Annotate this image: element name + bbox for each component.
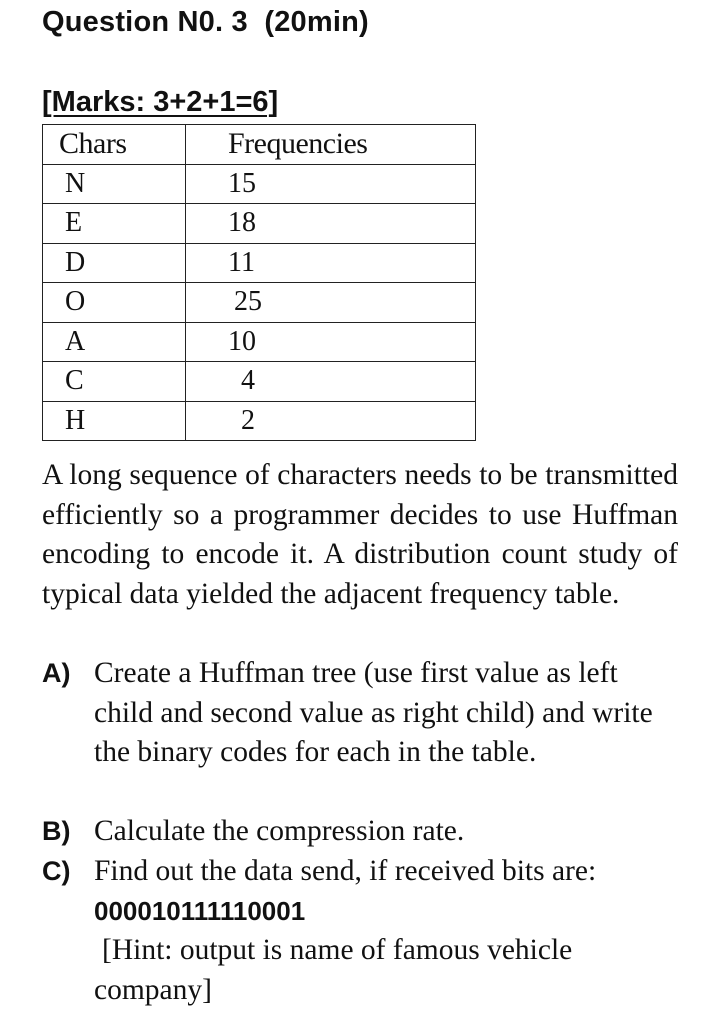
freq-cell: 25	[186, 283, 476, 323]
char-cell: H	[43, 401, 186, 441]
part-a	[42, 654, 672, 773]
freq-cell: 11	[186, 243, 476, 283]
part-c-text: Find out the data send, if received bits are:	[94, 855, 597, 887]
freq-cell: 10	[186, 322, 476, 362]
part-c-letter: C)	[42, 856, 71, 886]
freq-cell: 15	[186, 164, 476, 204]
char-cell: N	[43, 164, 186, 204]
part-a-letter: A)	[42, 658, 71, 688]
table-row	[43, 164, 476, 204]
table-row	[43, 283, 476, 323]
part-b	[42, 812, 672, 852]
freq-cell: 18	[186, 204, 476, 244]
part-c-body	[94, 852, 672, 1010]
part-b-text: Calculate the compression rate.	[94, 815, 465, 847]
received-bits: 000010111110001	[94, 895, 306, 926]
char-cell: D	[43, 243, 186, 283]
part-a-text: Create a Huffman tree (use first value as left child and second value as right child) and write the binary codes for each in the table.	[94, 657, 653, 768]
problem-description: A long sequence of characters needs to be transmitted efficiently so a programmer decides to use Huffman encoding to encode it. A distribution count study of typical data yielded the adjacent frequency table.	[42, 459, 678, 610]
part-c	[42, 852, 672, 1010]
char-cell: A	[43, 322, 186, 362]
char-cell: O	[43, 283, 186, 323]
part-b-letter: B)	[42, 816, 71, 846]
table-header-row	[43, 125, 476, 165]
marks-label: [Marks: 3+2+1=6]	[42, 86, 279, 118]
char-cell: E	[43, 204, 186, 244]
hint-text: [Hint: output is name of famous vehicle company]	[94, 934, 573, 1006]
table-row	[43, 362, 476, 402]
question-title: Question N0. 3 (20min)	[42, 6, 369, 38]
table-row	[43, 243, 476, 283]
freq-cell: 4	[186, 362, 476, 402]
freq-cell: 2	[186, 401, 476, 441]
table-row	[43, 204, 476, 244]
header-chars: Chars	[43, 125, 186, 165]
frequency-table	[42, 124, 476, 441]
table-row	[43, 401, 476, 441]
char-cell: C	[43, 362, 186, 402]
header-frequencies: Frequencies	[186, 125, 476, 165]
table-row	[43, 322, 476, 362]
